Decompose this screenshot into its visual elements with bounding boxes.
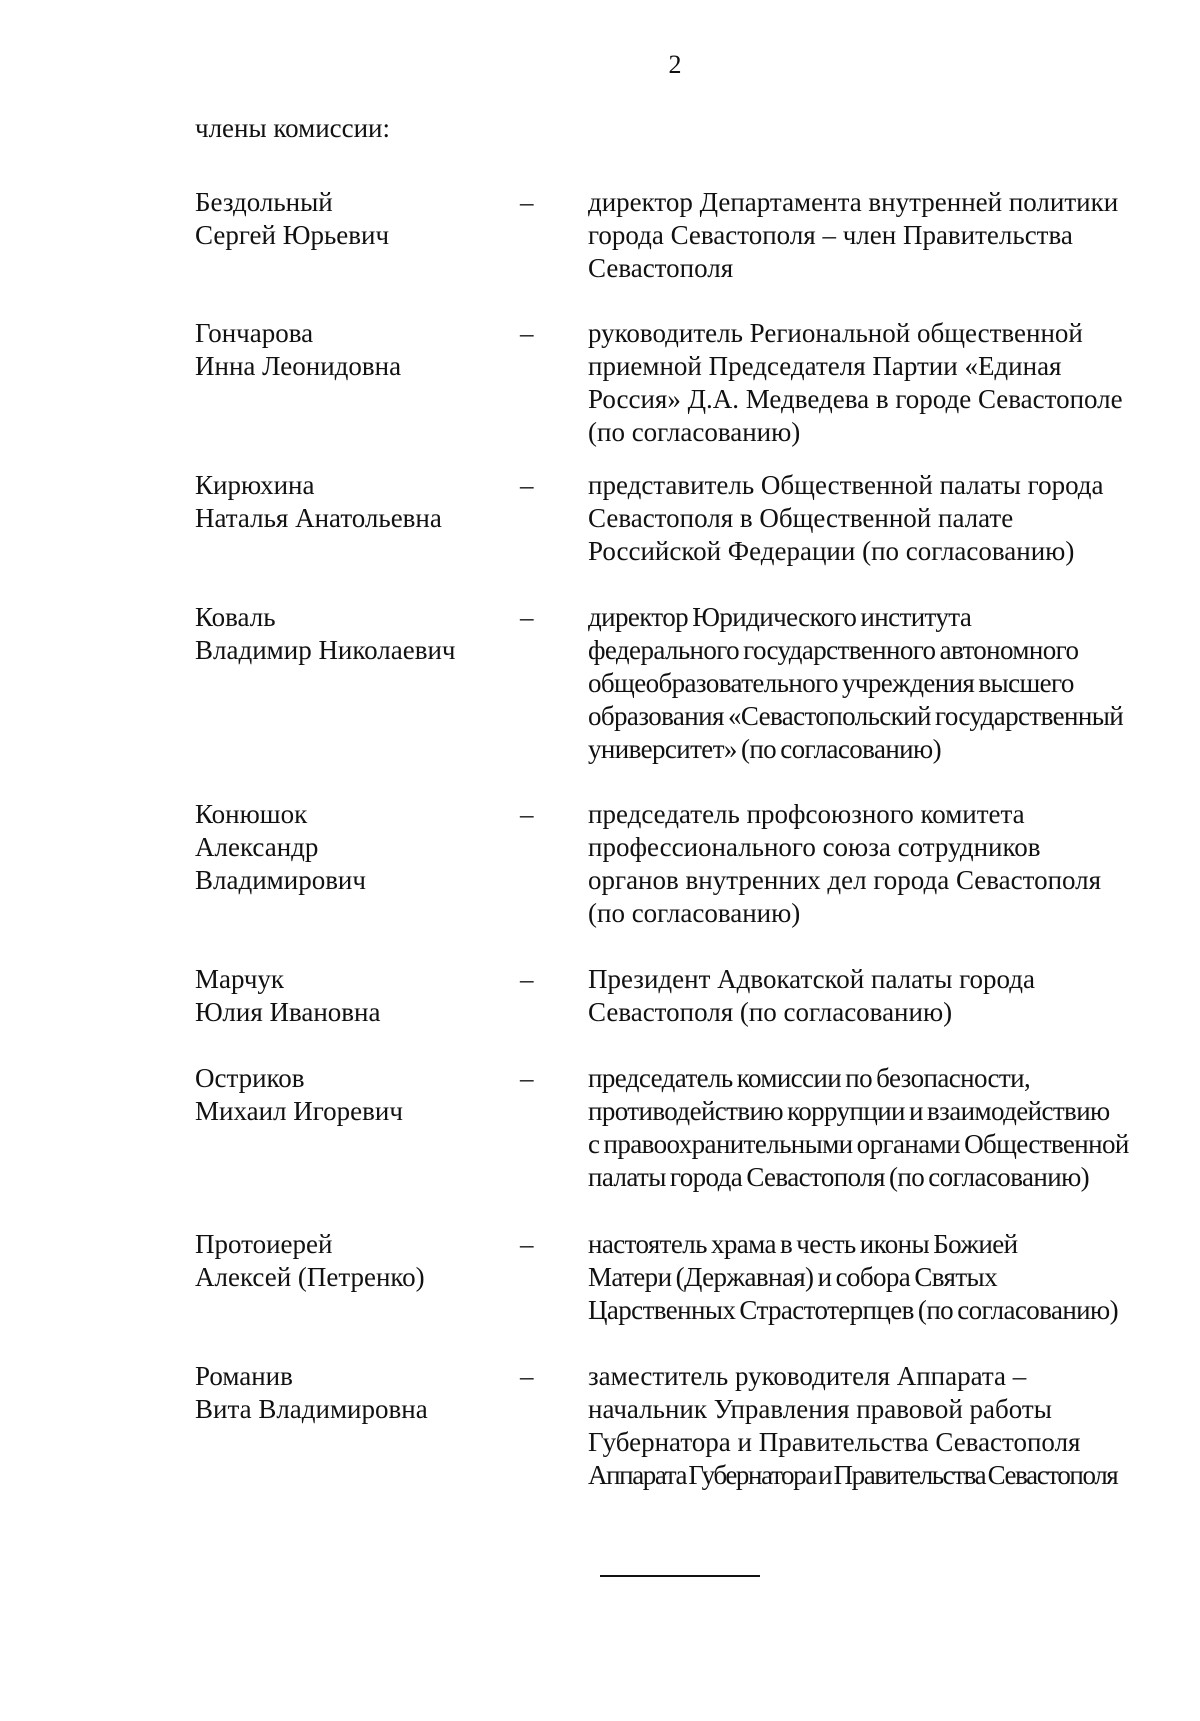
member-surname: Романив (195, 1361, 293, 1391)
position-line: руководитель Региональной общественной (588, 318, 1083, 348)
member-surname: Протоиерей (195, 1229, 333, 1259)
position-line: заместитель руководителя Аппарата – (588, 1361, 1027, 1391)
member-position (588, 186, 1160, 285)
position-line: Царственных Страстотерпцев (по согласованию) (588, 1295, 1118, 1325)
position-line: Матери (Державная) и собора Святых (588, 1262, 997, 1292)
position-line: председатель комиссии по безопасности, (588, 1063, 1031, 1093)
member-given-name: Юлия Ивановна (195, 997, 381, 1027)
position-line: Севастополя (588, 253, 734, 283)
position-line: Губернатора и Правительства Севастополя (588, 1427, 1081, 1457)
member-given-name: Александр (195, 832, 319, 862)
member-given-name: Михаил Игоревич (195, 1096, 403, 1126)
member-name (195, 963, 495, 1029)
member-surname: Бездольный (195, 187, 333, 217)
member-position (588, 963, 1160, 1029)
separator-dash: – (520, 1229, 534, 1259)
position-line: начальник Управления правовой работы (588, 1394, 1052, 1424)
position-line: Президент Адвокатской палаты города (588, 964, 1035, 994)
member-surname: Кирюхина (195, 470, 315, 500)
position-line: (по согласованию) (588, 898, 801, 928)
separator-dash: – (520, 1063, 534, 1093)
member-name (195, 1228, 495, 1294)
position-line: общеобразовательного учреждения высшего (588, 668, 1074, 698)
separator-dash: – (520, 602, 534, 632)
member-position (588, 317, 1160, 449)
member-name (195, 1360, 495, 1426)
member-name (195, 469, 495, 535)
separator-dash: – (520, 1361, 534, 1391)
separator-dash: – (520, 470, 534, 500)
member-surname: Марчук (195, 964, 285, 994)
position-line: противодействию коррупции и взаимодействию (588, 1096, 1110, 1126)
position-line: председатель профсоюзного комитета (588, 799, 1025, 829)
member-name (195, 601, 495, 667)
member-given-name: Инна Леонидовна (195, 351, 402, 381)
member-name (195, 1062, 495, 1128)
member-given-name: Наталья Анатольевна (195, 503, 442, 533)
member-position (588, 1062, 1160, 1194)
member-surname: Коваль (195, 602, 276, 632)
position-line: представитель Общественной палаты города (588, 470, 1104, 500)
separator-dash: – (520, 318, 534, 348)
position-line: настоятель храма в честь иконы Божией (588, 1229, 1018, 1259)
position-line: города Севастополя – член Правительства (588, 220, 1073, 250)
position-line: приемной Председателя Партии «Единая (588, 351, 1062, 381)
position-line: университет» (по согласованию) (588, 734, 941, 764)
member-surname: Конюшок (195, 799, 308, 829)
member-given-name: Алексей (Петренко) (195, 1262, 425, 1292)
position-line: директор Юридического института (588, 602, 972, 632)
separator-dash: – (520, 964, 534, 994)
position-line: Севастополя (по согласованию) (588, 997, 953, 1027)
member-given-name: Владимир Николаевич (195, 635, 456, 665)
member-surname: Остриков (195, 1063, 305, 1093)
member-position (588, 1360, 1160, 1492)
position-line: образования «Севастопольский государственный (588, 701, 1124, 731)
closing-rule (600, 1575, 760, 1577)
page-number: 2 (668, 50, 682, 79)
member-position (588, 601, 1160, 766)
position-line: (по согласованию) (588, 417, 801, 447)
member-position (588, 798, 1160, 930)
member-given-name: Вита Владимировна (195, 1394, 428, 1424)
member-position (588, 469, 1160, 568)
member-name (195, 186, 495, 252)
member-given-name: Владимирович (195, 865, 366, 895)
position-line: федерального государственного автономного (588, 635, 1079, 665)
position-line: палаты города Севастополя (по согласованию) (588, 1162, 1090, 1192)
position-line: Аппарата Губернатора и Правительства Севастополя (588, 1460, 1118, 1490)
member-name (195, 317, 495, 383)
position-line: Россия» Д.А. Медведева в городе Севастополе (588, 384, 1123, 414)
position-line: Российской Федерации (по согласованию) (588, 536, 1075, 566)
member-name (195, 798, 495, 897)
position-line: органов внутренних дел города Севастополя (588, 865, 1102, 895)
separator-dash: – (520, 187, 534, 217)
position-line: с правоохранительными органами Общественной (588, 1129, 1129, 1159)
member-given-name: Сергей Юрьевич (195, 220, 390, 250)
section-heading: члены комиссии: (195, 113, 391, 143)
position-line: директор Департамента внутренней политики (588, 187, 1119, 217)
position-line: Севастополя в Общественной палате (588, 503, 1014, 533)
separator-dash: – (520, 799, 534, 829)
member-position (588, 1228, 1160, 1327)
member-surname: Гончарова (195, 318, 314, 348)
position-line: профессионального союза сотрудников (588, 832, 1041, 862)
